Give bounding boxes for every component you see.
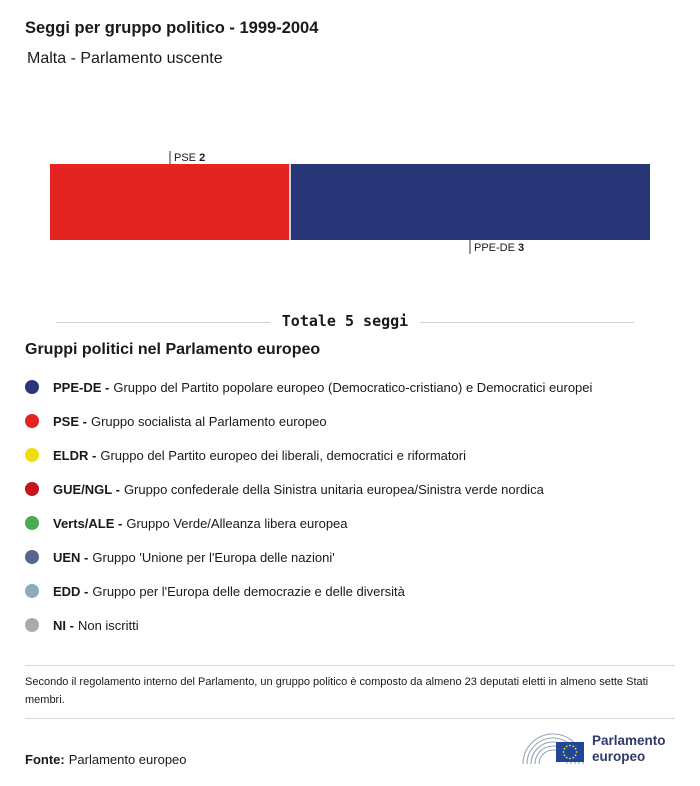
legend-abbr: GUE/NGL - [53,481,120,497]
legend-abbr: PPE-DE - [53,379,110,395]
legend-item [25,438,592,472]
stacked-bar-chart [0,140,700,270]
european-parliament-logo [520,728,685,768]
bar-segment-ppe-de [290,164,650,240]
legend-abbr: ELDR - [53,447,97,463]
chart-title: Seggi per gruppo politico - 1999-2004 [25,19,319,37]
source-label: Fonte: [25,752,65,767]
legend-abbr: NI - [53,617,74,633]
legend-abbr: EDD - [53,583,89,599]
legend-item [25,472,592,506]
hemicycle-flag-icon [520,728,586,768]
logo-line-1: Parlamento [592,733,666,748]
legend-description: Gruppo 'Unione per l'Europa delle nazioni' [92,549,335,565]
logo-line-2: europeo [592,749,646,764]
legend-color-swatch [25,414,39,428]
legend-description: Gruppo per l'Europa delle democrazie e delle diversità [92,583,405,599]
logo-text [592,733,666,765]
note-divider-top [25,665,675,666]
source-text: Parlamento europeo [68,752,187,767]
legend-color-swatch [25,618,39,632]
legend-item [25,370,592,404]
legend-description: Non iscritti [77,617,139,633]
legend-color-swatch [25,380,39,394]
note-divider-bottom [25,718,675,719]
legend-description: Gruppo socialista al Parlamento europeo [90,413,327,429]
source-line [25,752,187,767]
legend-description: Gruppo del Partito europeo dei liberali, democratici e riformatori [100,447,466,463]
chart-subtitle: Malta - Parlamento uscente [27,50,223,67]
data-label-ppe-de: PPE-DE 3 [474,242,525,254]
legend-item [25,404,592,438]
legend-item [25,540,592,574]
legend-color-swatch [25,516,39,530]
legend-color-swatch [25,482,39,496]
bar-segment-pse [50,164,290,240]
data-label-pse: PSE 2 [174,152,206,164]
legend-abbr: Verts/ALE - [53,515,123,531]
legend-abbr: UEN - [53,549,89,565]
legend-description: Gruppo confederale della Sinistra unitaria europea/Sinistra verde nordica [123,481,544,497]
legend-title: Gruppi politici nel Parlamento europeo [25,341,321,358]
legend-item [25,574,592,608]
legend-color-swatch [25,550,39,564]
legend-item [25,506,592,540]
legend-description: Gruppo del Partito popolare europeo (Democratico-cristiano) e Democratici europei [113,379,593,395]
legend-abbr: PSE - [53,413,87,429]
total-divider-right [420,322,634,323]
legend-list [25,370,592,642]
total-seats-label: Totale 5 seggi [281,312,409,330]
legend-color-swatch [25,448,39,462]
legend-item [25,608,592,642]
total-seats-row [56,312,634,332]
footnote: Secondo il regolamento interno del Parlamento, un gruppo politico è composto da almeno 23 deputati eletti in almeno sette Stati membri. [25,676,649,706]
legend-color-swatch [25,584,39,598]
legend-description: Gruppo Verde/Alleanza libera europea [126,515,348,531]
